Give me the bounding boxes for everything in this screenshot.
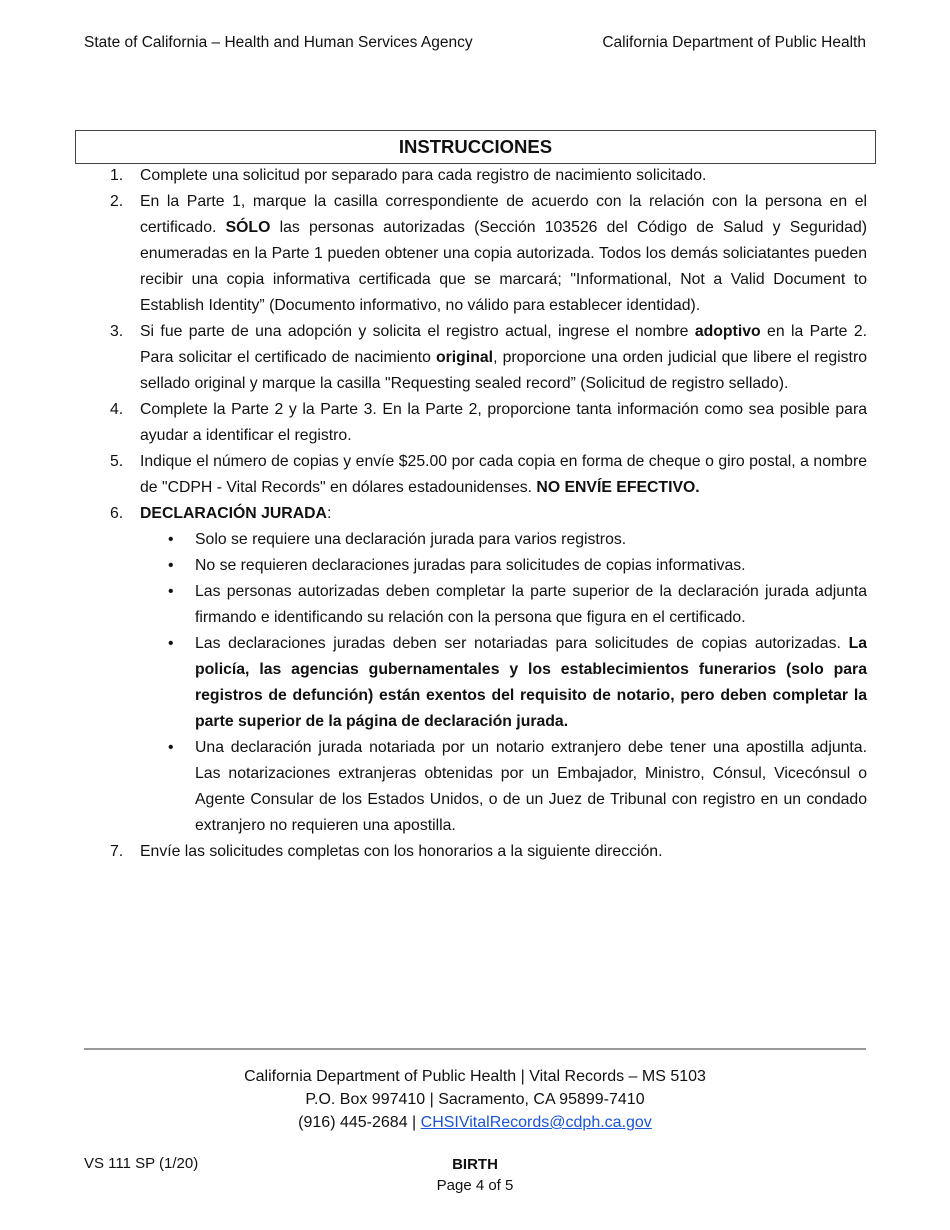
item-number: 4. <box>110 401 124 418</box>
instruction-item-6 <box>110 501 867 527</box>
item-text-part: Indique el número de copias y envíe $25.00 por cada copia en forma de cheque o giro postal, a nombre de "CDPH - Vital Records" en dólares estadounidenses. <box>140 453 867 496</box>
agency-name: State of California – Health and Human Services Agency <box>84 34 473 51</box>
instruction-item-5 <box>110 449 867 501</box>
form-type: BIRTH <box>452 1156 498 1173</box>
item-number: 3. <box>110 323 124 340</box>
item-text-part: Envíe las solicitudes completas con los honorarios a la siguiente dirección. <box>140 843 663 860</box>
instruction-item-1 <box>110 163 867 189</box>
page-header <box>84 33 866 53</box>
bullet-icon: • <box>168 557 174 574</box>
item-text-part: : <box>326 505 332 522</box>
bullet-icon: • <box>168 635 174 652</box>
footer-contact <box>84 1065 866 1134</box>
bullet-item <box>140 553 867 579</box>
footer-divider <box>84 1048 866 1050</box>
bullet-icon: • <box>168 583 174 600</box>
footer-phone: (916) 445-2684 | <box>298 1114 421 1131</box>
instruction-item-3 <box>110 319 867 397</box>
department-name: California Department of Public Health <box>602 34 866 51</box>
bullet-text: Una declaración jurada notariada por un notario extranjero debe tener una apostilla adjunta. Las notarizaciones extranjeras obtenidas por un Embajador, Ministro, Cónsul, Vicecónsul o Agente Consular de los Estados Unidos, o de un Juez de Tribunal con registro en un condado extranjero no requieren una apostilla. <box>195 739 867 834</box>
item-text <box>140 163 867 189</box>
bullet-text <box>195 631 867 735</box>
item-text-part: Complete una solicitud por separado para cada registro de nacimiento solicitado. <box>140 167 707 184</box>
bullet-text: Las personas autorizadas deben completar la parte superior de la declaración jurada adjunta firmando e identificando su relación con la persona que figura en el certificado. <box>195 583 867 626</box>
item-text-bold: original <box>436 349 494 366</box>
item-text <box>140 839 867 865</box>
item-text-bold: adoptivo <box>694 323 761 340</box>
item-number: 5. <box>110 453 124 470</box>
item-text <box>140 449 867 501</box>
instructions-list <box>110 163 867 865</box>
bullet-item <box>140 735 867 839</box>
item-text <box>140 501 867 527</box>
item-text-part: En la Parte 1, marque la casilla correspondiente de acuerdo con la relación con la persona en el certificado. <box>140 193 867 236</box>
item-text-part: Si fue parte de una adopción y solicita el registro actual, ingrese el nombre <box>140 323 695 340</box>
page-number: Page 4 of 5 <box>436 1177 514 1194</box>
bullet-text-part: Las declaraciones juradas deben ser notariadas para solicitudes de copias autorizadas. <box>195 635 849 652</box>
item-text-part: las personas autorizadas (Sección 103526 del Código de Salud y Seguridad) enumeradas en la Parte 1 pueden obtener una copia autorizada. Todos los demás soliciatantes pueden recibir una copia informativa certificada que se marcará; "Informational, Not a Valid Document to Establish Identity” (Documento informativo, no válido para establecer identidad). <box>140 219 868 314</box>
bullet-text: Solo se requiere una declaración jurada para varios registros. <box>195 531 627 548</box>
bullet-icon: • <box>168 739 174 756</box>
instructions-title: INSTRUCCIONES <box>75 130 876 164</box>
item-number: 6. <box>110 505 124 522</box>
instruction-item-7 <box>110 839 867 865</box>
item-text <box>140 319 867 397</box>
item-text <box>140 397 867 449</box>
item-text-part: , proporcione una orden judicial que libere el registro sellado original y marque la casilla "Requesting sealed record” (Solicitud de registro sellado). <box>140 349 867 392</box>
item-text-bold: NO ENVÍE EFECTIVO. <box>536 479 700 496</box>
item-number: 2. <box>110 193 124 210</box>
footer-phone-email-line <box>84 1111 866 1134</box>
email-link[interactable]: CHSIVitalRecords@cdph.ca.gov <box>420 1114 652 1131</box>
footer-address-line-2: P.O. Box 997410 | Sacramento, CA 95899-7410 <box>305 1091 645 1108</box>
bullet-item <box>140 631 867 735</box>
bullet-icon: • <box>168 531 174 548</box>
bullet-item <box>140 579 867 631</box>
item-number: 1. <box>110 167 124 184</box>
bullet-item <box>140 527 867 553</box>
item-number: 7. <box>110 843 124 860</box>
item-text <box>140 189 867 319</box>
footer-address-line-1: California Department of Public Health | Vital Records – MS 5103 <box>244 1068 706 1085</box>
item-text-bold: SÓLO <box>225 219 271 236</box>
item-text-part: Complete la Parte 2 y la Parte 3. En la Parte 2, proporcione tanta información como sea posible para ayudar a identificar el registro. <box>140 401 867 444</box>
instruction-item-2 <box>110 189 867 319</box>
instruction-item-4 <box>110 397 867 449</box>
item-text-bold: DECLARACIÓN JURADA <box>140 505 327 522</box>
form-code: VS 111 SP (1/20) <box>84 1155 199 1172</box>
affidavit-bullet-list <box>140 527 867 839</box>
form-type-and-page <box>84 1154 866 1196</box>
bullet-text: No se requieren declaraciones juradas para solicitudes de copias informativas. <box>195 557 746 574</box>
item-text-part: en la Parte 2. Para solicitar el certificado de nacimiento <box>140 323 867 366</box>
bullet-text-bold: La policía, las agencias gubernamentales y los establecimientos funerarios (solo para registros de defunción) están exentos del requisito de notario, pero deben completar la parte superior de la página de declaración jurada. <box>195 635 867 730</box>
